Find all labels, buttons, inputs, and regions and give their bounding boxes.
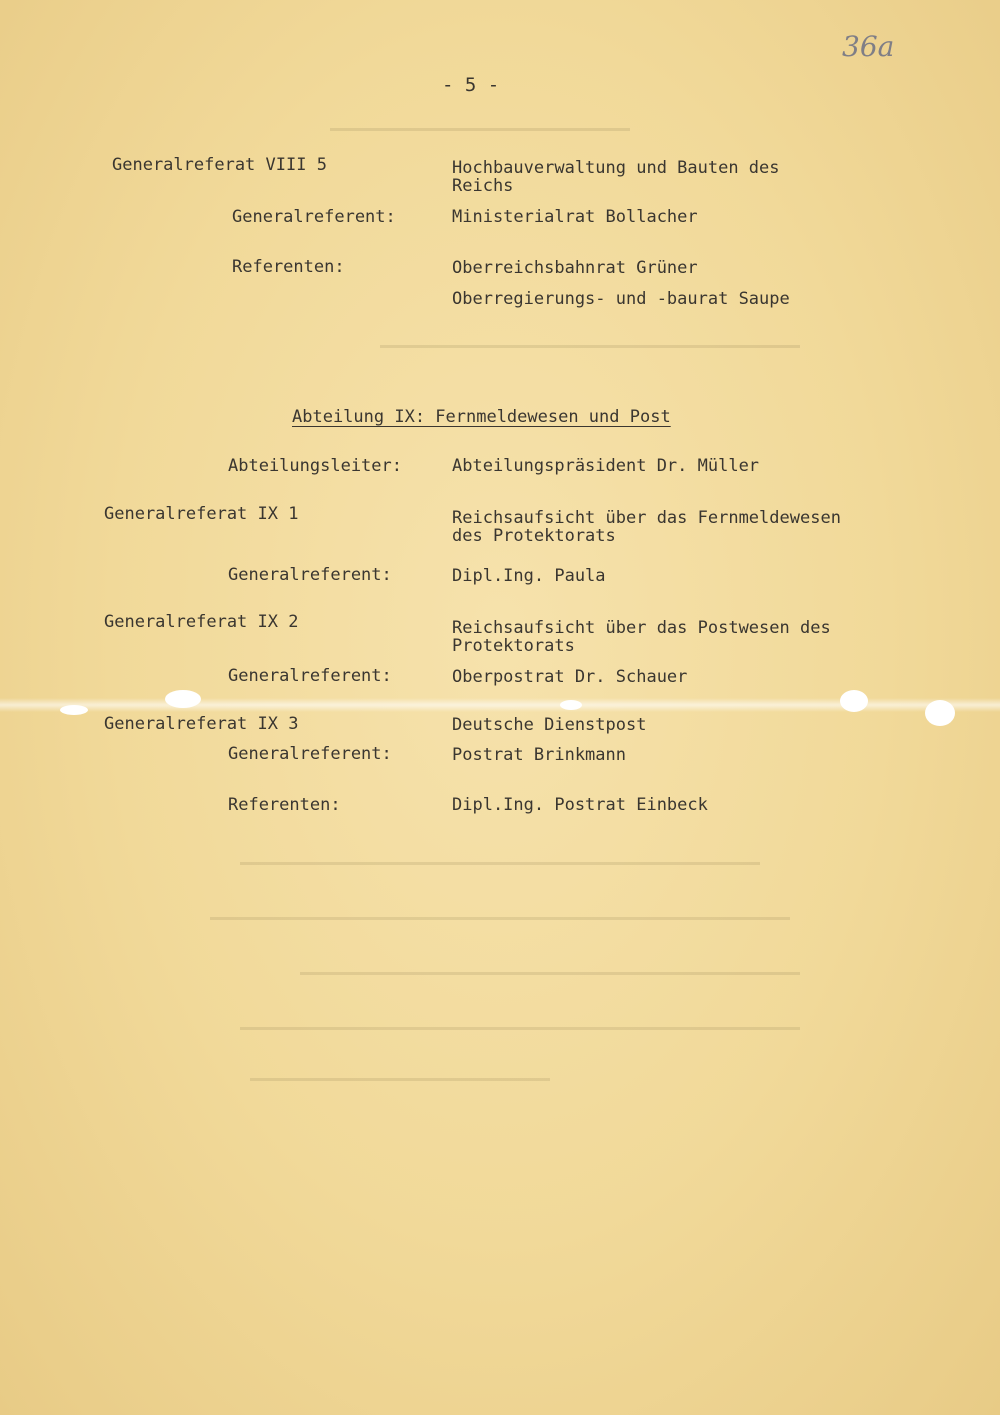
abteilungsleiter-label: Abteilungsleiter: <box>228 456 402 476</box>
paper-tear <box>560 700 582 710</box>
generalreferat-ix-3-description: Deutsche Dienstpost <box>452 715 647 735</box>
generalreferat-ix-1-referent-label: Generalreferent: <box>228 565 392 585</box>
referenten-label: Referenten: <box>232 257 345 277</box>
generalreferat-ix-1-referent-value: Dipl.Ing. Paula <box>452 566 606 586</box>
generalreferat-ix-3-referent-label: Generalreferent: <box>228 744 392 764</box>
paper-tear <box>60 705 88 715</box>
generalreferat-ix-2-referent-label: Generalreferent: <box>228 666 392 686</box>
bleed-through-line <box>210 917 790 920</box>
generalreferat-ix-2-description-cont: Protektorats <box>452 636 575 656</box>
generalreferat-ix-3-referent-value: Postrat Brinkmann <box>452 745 626 765</box>
generalreferat-ix-2-referent-value: Oberpostrat Dr. Schauer <box>452 667 688 687</box>
bleed-through-line <box>240 1027 800 1030</box>
generalreferat-ix-3-referenten-value: Dipl.Ing. Postrat Einbeck <box>452 795 708 815</box>
generalreferat-ix-1-description: Reichsaufsicht über das Fernmeldewesen <box>452 508 841 528</box>
paper-tear <box>840 690 868 712</box>
abteilungsleiter-value: Abteilungspräsident Dr. Müller <box>452 456 760 476</box>
bleed-through-line <box>380 345 800 348</box>
generalreferat-ix-1-description-cont: des Protektorats <box>452 526 616 546</box>
generalreferat-ix-1-label: Generalreferat IX 1 <box>104 504 299 524</box>
generalreferat-ix-3-referenten-label: Referenten: <box>228 795 341 815</box>
generalreferat-ix-2-description: Reichsaufsicht über das Postwesen des <box>452 618 831 638</box>
generalreferat-viii-5-description: Hochbauverwaltung und Bauten des <box>452 158 780 178</box>
bleed-through-line <box>330 128 630 131</box>
section-heading: Abteilung IX: Fernmeldewesen und Post <box>292 407 671 427</box>
bleed-through-line <box>250 1078 550 1081</box>
generalreferat-ix-2-label: Generalreferat IX 2 <box>104 612 299 632</box>
generalreferat-viii-5-description-cont: Reichs <box>452 176 514 196</box>
generalreferat-ix-3-label: Generalreferat IX 3 <box>104 714 299 734</box>
referent-1: Oberreichsbahnrat Grüner <box>452 258 698 278</box>
page-number: - 5 - <box>442 74 500 96</box>
generalreferent-value: Ministerialrat Bollacher <box>452 207 698 227</box>
archive-number: 36a <box>842 30 895 63</box>
bleed-through-line <box>240 862 760 865</box>
bleed-through-line <box>300 972 800 975</box>
generalreferent-label: Generalreferent: <box>232 207 396 227</box>
generalreferat-viii-5-label: Generalreferat VIII 5 <box>112 155 327 175</box>
paper-tear <box>165 690 201 708</box>
referent-2: Oberregierungs- und -baurat Saupe <box>452 289 790 309</box>
paper-tear <box>925 700 955 726</box>
